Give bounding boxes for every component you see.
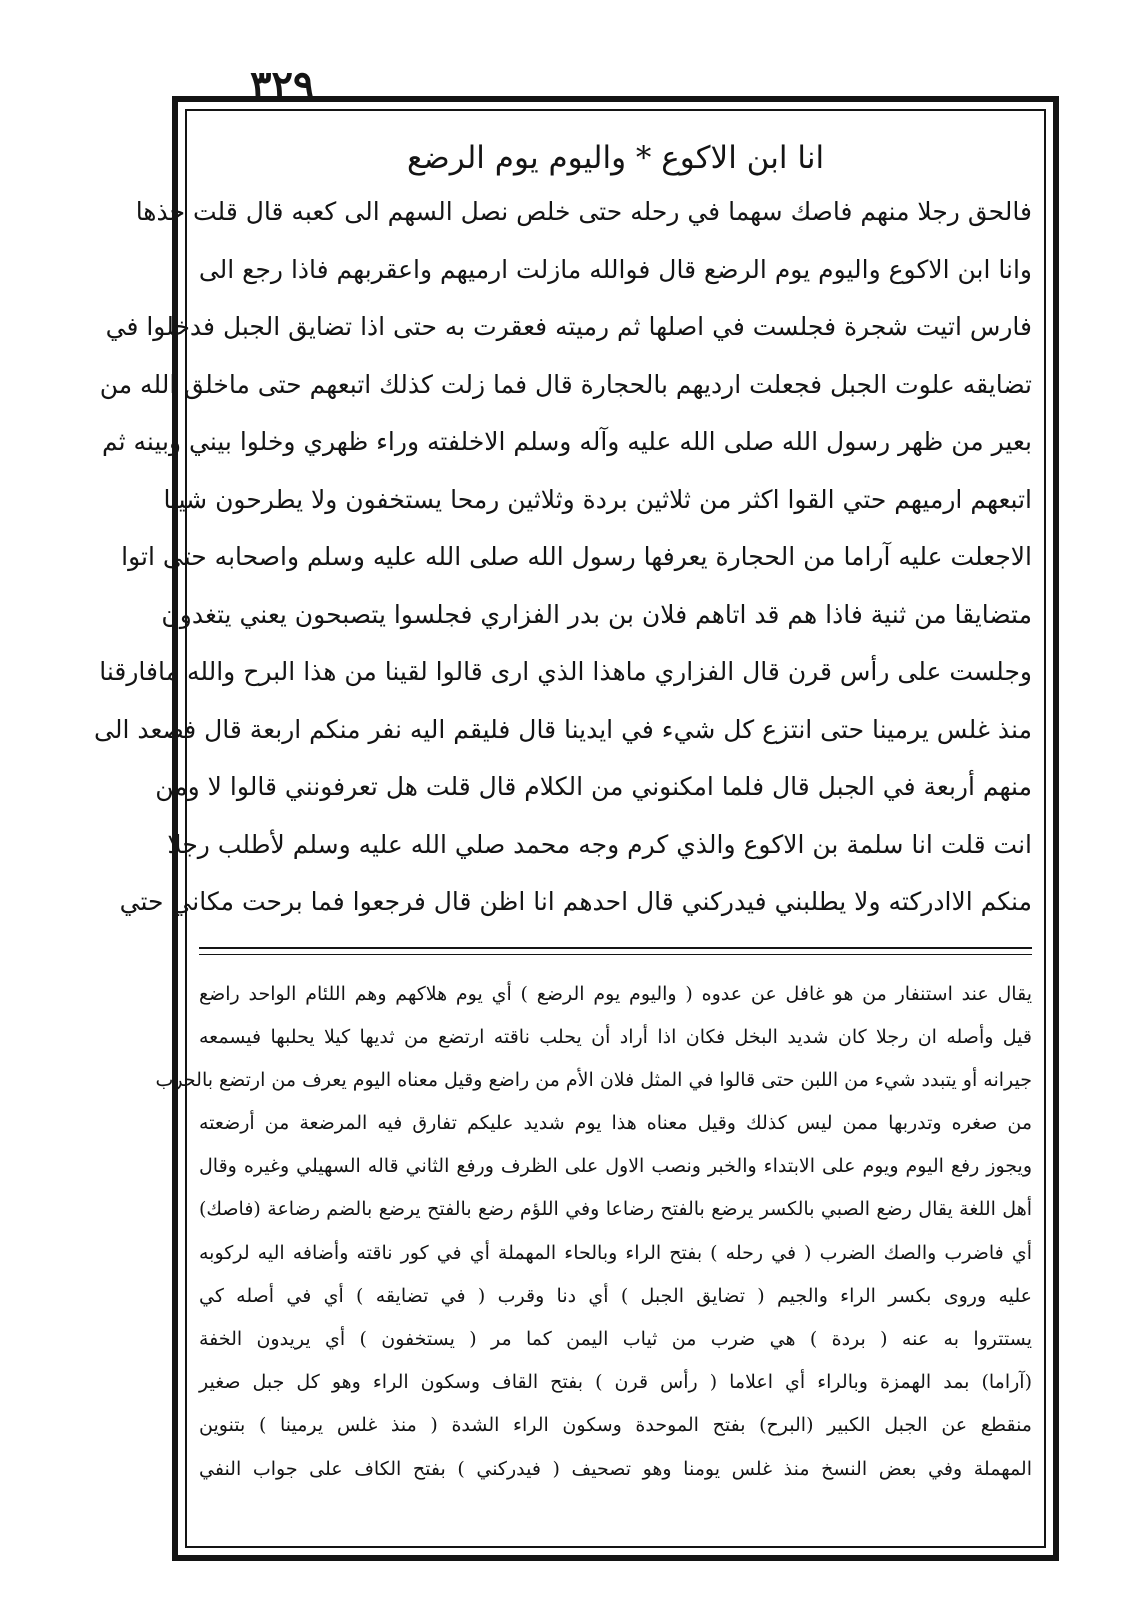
page-frame: [94, 96, 1059, 1561]
footnote-line: يستتروا به عنه ( بردة ) هي ضرب من ثياب اليمن كما مر ( يستخفون ) أي يريدون الخفة: [199, 1328, 1032, 1350]
footnote-line: من صغره وتدربها ممن ليس كذلك وقيل معناه هذا يوم شديد عليكم تفارق فيه المرضعة من أرضعته: [199, 1112, 1032, 1135]
footnote-line: المهملة وفي بعض النسخ منذ غلس يومنا وهو تصحيف ( فيدركني ) بفتح الكاف على جواب النفي: [199, 1457, 1032, 1480]
footnote-line: ويجوز رفع اليوم ويوم على الابتداء والخبر ونصب الاول على الظرف ورفع الثاني قاله السهيلي وغيره وقال: [199, 1155, 1032, 1178]
main-text-line: وانا ابن الاكوع واليوم يوم الرضع قال فوالله مازلت ارميهم واعقربهم فاذا رجع الى: [198, 254, 1032, 284]
main-text-line: وجلست على رأس قرن قال الفزاري ماهذا الذي ارى قالوا لقينا من هذا البرح والله مافارقنا: [99, 657, 1032, 686]
footnote-line: أهل اللغة يقال رضع الصبي بالكسر يرضع بالفتح رضاعا وفي اللؤم رضع بالفتح يرضع بالضم رضاعة (فاصك): [199, 1198, 1032, 1221]
main-text-line: بعير من ظهر رسول الله صلى الله عليه وآله وسلم الاخلفته وراء ظهري وخلوا بيني وبينه ثم: [101, 427, 1032, 456]
main-text-line: متضايقا من ثنية فاذا هم قد اتاهم فلان بن بدر الفزاري فجلسوا يتصبحون يعني يتغدون: [161, 599, 1032, 629]
footnotes: [155, 973, 1032, 1491]
footnote-divider: [199, 947, 1032, 955]
page-frame-inner: [94, 109, 1046, 1548]
footnote-line: يقال عند استنفار من هو غافل عن عدوه ( واليوم يوم الرضع ) أي يوم هلاكهم وهم اللئام الواحد راضع: [199, 982, 1032, 1005]
main-text-line: منهم أربعة في الجبل قال فلما امكنوني من الكلام قال قلت هل تعرفونني قالوا لا ومن: [155, 772, 1032, 801]
main-text-line: اتبعهم ارميهم حتي القوا اكثر من ثلاثين بردة وثلاثين رمحا يستخفون ولا يطرحون شيئا: [163, 484, 1032, 514]
footnote-line: (آراما) بمد الهمزة وبالراء أي اعلاما ( رأس قرن ) بفتح القاف وسكون الراء وهو كل جبل صغير: [199, 1371, 1032, 1394]
footnote-line: قيل وأصله ان رجلا كان شديد البخل فكان اذا أراد أن يحلب ناقته ارتضع من ثديها كيلا يحلبها فيسمعه: [199, 1025, 1032, 1048]
main-text-line: منكم الاادركته ولا يطلبني فيدركني قال احدهم انا اظن قال فرجعوا فما برحت مكاني حتي: [119, 887, 1032, 916]
main-text-line: فارس اتيت شجرة فجلست في اصلها ثم رميته فعقرت به حتى اذا تضايق الجبل فدخلوا في: [105, 312, 1032, 341]
main-text: [94, 183, 1032, 931]
page-number: ٣٢٩: [250, 62, 315, 109]
footnote-line: عليه وروى بكسر الراء والجيم ( تضايق الجبل ) أي دنا وقرب ( في تضايقه ) أي في أصله كي: [199, 1284, 1032, 1307]
footnote-line: أي فاضرب والصك الضرب ( في رحله ) بفتح الراء وبالحاء المهملة أي في كور ناقته وأضافه اليه لركوبه: [199, 1241, 1032, 1264]
page-content: [94, 133, 1032, 1536]
footnote-line: جيرانه أو يتبدد شيء من اللبن حتى قالوا في المثل فلان الأم من راضع وقيل معناه اليوم يعرف من ارتضع بالحرب: [155, 1068, 1032, 1091]
main-text-line: الاجعلت عليه آراما من الحجارة يعرفها رسول الله صلى الله عليه وسلم واصحابه حتى اتوا: [121, 542, 1032, 571]
main-text-line: فالحق رجلا منهم فاصك سهما في رحله حتى خلص نصل السهم الى كعبه قال قلت خذها: [135, 197, 1032, 226]
main-text-line: انت قلت انا سلمة بن الاكوع والذي كرم وجه محمد صلي الله عليه وسلم لأطلب رجلا: [167, 829, 1032, 859]
footnote-line: منقطع عن الجبل الكبير (البرح) بفتح الموحدة وسكون الراء الشدة ( منذ غلس يرمينا ) بتنوين: [199, 1414, 1032, 1437]
verse-heading: انا ابن الاكوع * واليوم يوم الرضع: [406, 140, 825, 176]
main-text-line: منذ غلس يرمينا حتى انتزع كل شيء في ايدينا قال فليقم اليه نفر منكم اربعة قال فصعد الى: [94, 714, 1032, 744]
main-text-line: تضايقه علوت الجبل فجعلت ارديهم بالحجارة قال فما زلت كذلك اتبعهم حتى ماخلق الله من: [99, 369, 1032, 399]
